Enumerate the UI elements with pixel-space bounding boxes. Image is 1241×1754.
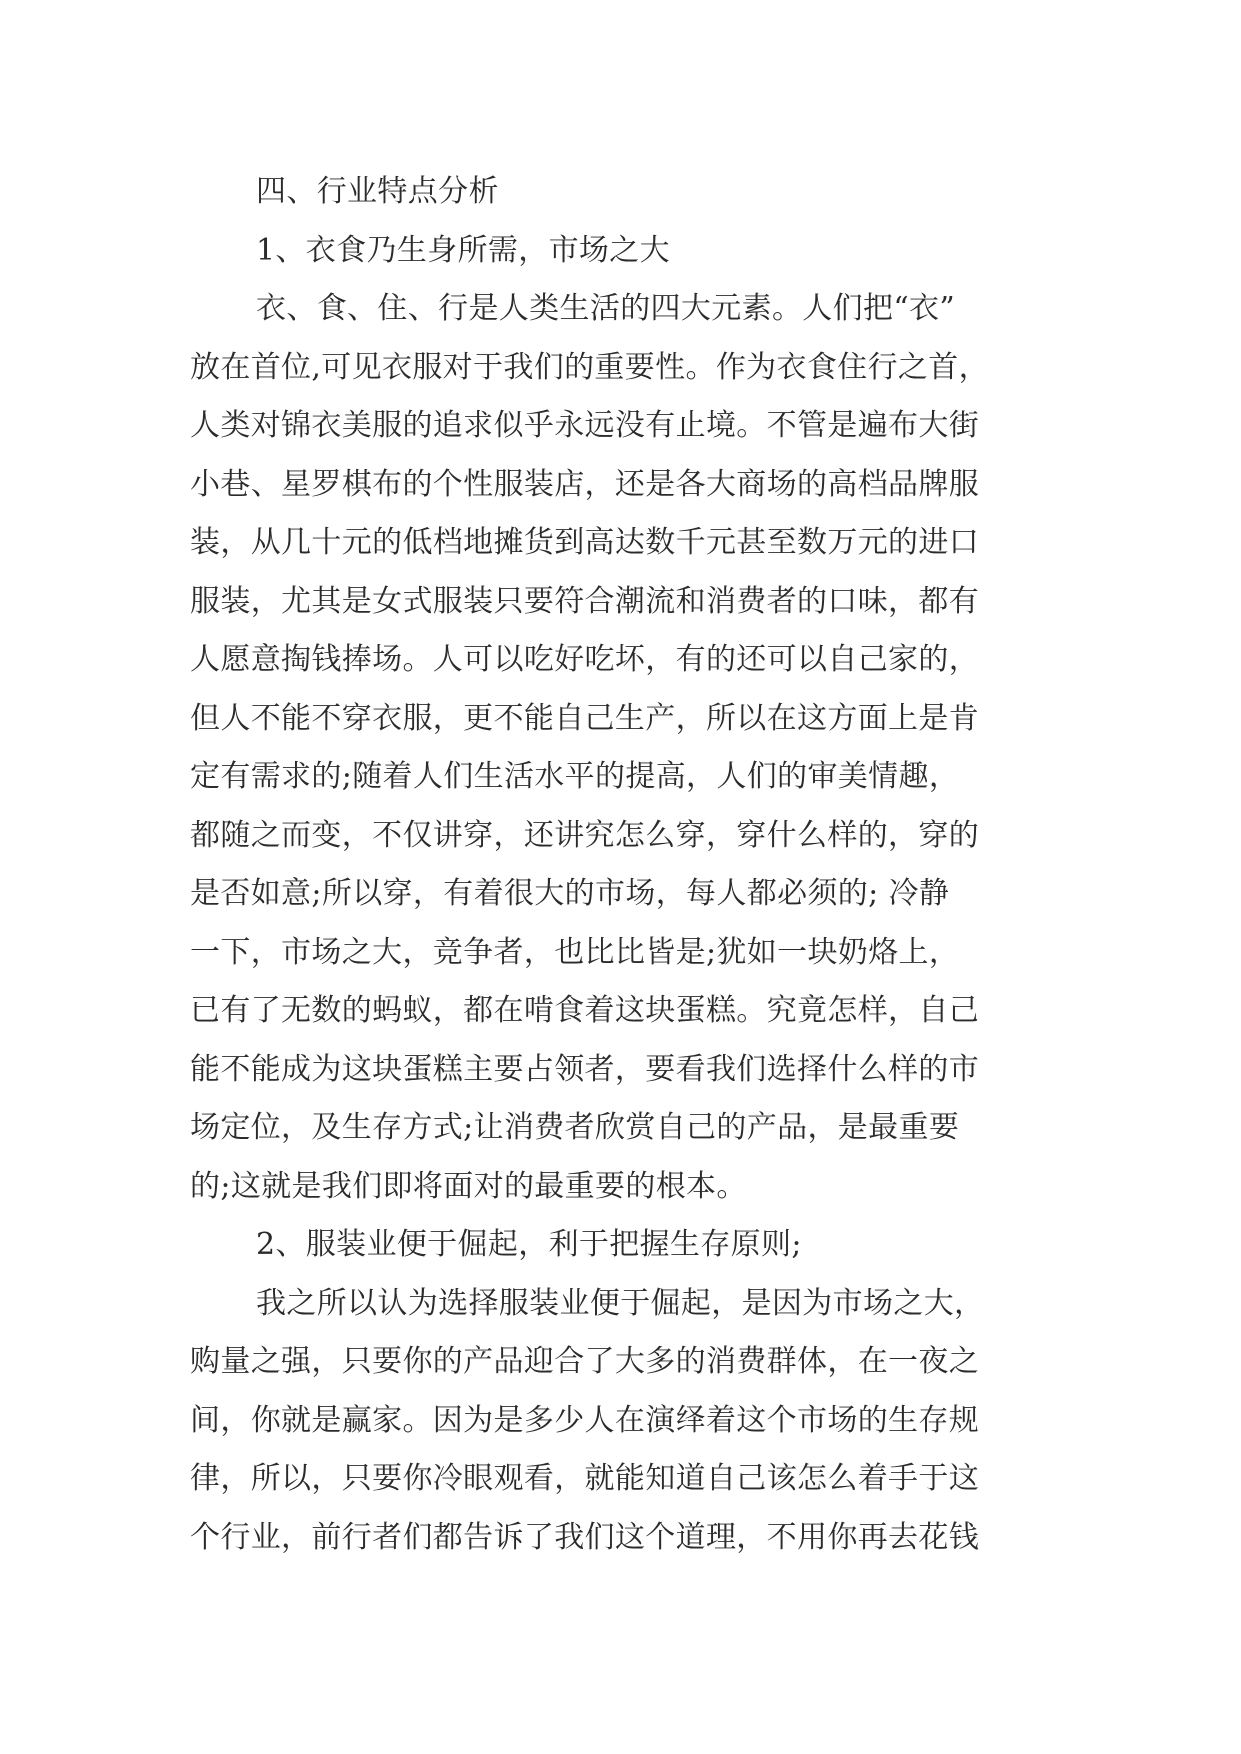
paragraph-line: 的;这就是我们即将面对的最重要的根本。 xyxy=(190,1168,747,1204)
paragraph-line: 我之所以认为选择服装业便于倔起，是因为市场之大， xyxy=(256,1285,985,1321)
paragraph-line: 人愿意掏钱捧场。人可以吃好吃坏，有的还可以自己家的， xyxy=(190,642,980,677)
paragraph-line: 能不能成为这块蛋糕主要占领者，要看我们选择什么样的市 xyxy=(190,1051,980,1087)
paragraph-line: 间，你就是赢家。因为是多少人在演绎着这个市场的生存规 xyxy=(190,1402,980,1438)
paragraph-line: 衣、食、住、行是人类生活的四大元素。人们把“衣” xyxy=(256,291,956,326)
document-body xyxy=(190,163,1058,1567)
paragraph-line: 已有了无数的蚂蚁，都在啃食着这块蛋糕。究竟怎样，自己 xyxy=(190,993,980,1028)
paragraph-line: 一下，市场之大，竞争者，也比比皆是;犹如一块奶烙上， xyxy=(190,934,960,970)
paragraph-line: 小巷、星罗棋布的个性服装店，还是各大商场的高档品牌服 xyxy=(190,466,980,502)
paragraph-line: 定有需求的;随着人们生活水平的提高，人们的审美情趣， xyxy=(190,759,960,794)
paragraph-line: 场定位，及生存方式;让消费者欣赏自己的产品，是最重要 xyxy=(190,1110,960,1145)
paragraph-line: 但人不能不穿衣服，更不能自己生产，所以在这方面上是肯 xyxy=(190,700,980,736)
paragraph-line: 购量之强，只要你的产品迎合了大多的消费群体，在一夜之 xyxy=(190,1344,980,1379)
section-heading: 四、行业特点分析 xyxy=(256,174,499,209)
paragraph-line: 人类对锦衣美服的追求似乎永远没有止境。不管是遍布大街 xyxy=(190,408,980,443)
paragraph-line: 都随之而变，不仅讲穿，还讲究怎么穿，穿什么样的，穿的 xyxy=(190,817,980,853)
paragraph-line: 律，所以，只要你冷眼观看，就能知道自己该怎么着手于这 xyxy=(190,1461,980,1496)
paragraph-line: 放在首位,可见衣服对于我们的重要性。作为衣食住行之首， xyxy=(190,349,989,385)
paragraph-line: 是否如意;所以穿，有着很大的市场，每人都必须的; 冷静 xyxy=(190,876,950,911)
subsection-heading-2: 2、服装业便于倔起，利于把握生存原则; xyxy=(256,1227,802,1262)
paragraph-line: 服装，尤其是女式服装只要符合潮流和消费者的口味，都有 xyxy=(190,583,980,619)
subsection-heading-1: 1、衣食乃生身所需，市场之大 xyxy=(256,232,670,268)
paragraph-line: 个行业，前行者们都告诉了我们这个道理，不用你再去花钱 xyxy=(190,1519,980,1555)
paragraph-line: 装，从几十元的低档地摊货到高达数千元甚至数万元的进口 xyxy=(190,525,980,560)
